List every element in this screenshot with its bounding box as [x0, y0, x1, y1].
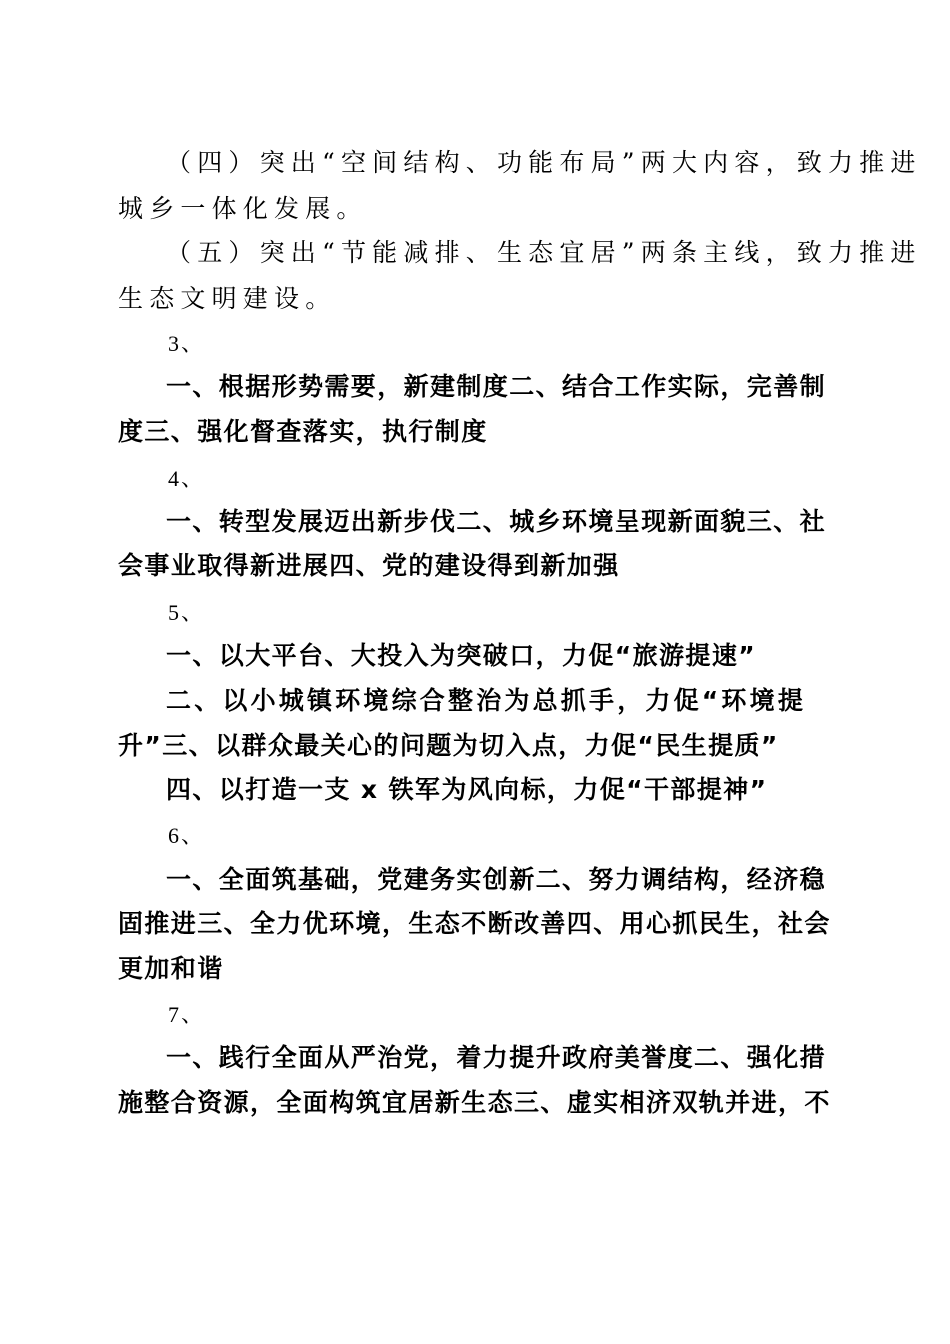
item-7-number: 7、 [168, 1002, 206, 1027]
item-7-line-2: 施整合资源，全面构筑宜居新生态三、虚实相济双轨并进，不 [118, 1088, 831, 1117]
item-3-line-1: 一、根据形势需要，新建制度二、结合工作实际，完善制 [166, 372, 827, 401]
item-5-line-2: 二、以小城镇环境综合整治为总抓手，力促“环境提 [166, 686, 807, 715]
section-5-line-1: （五）突出“节能减排、生态宜居”两条主线，致力推进 [166, 238, 922, 267]
item-3-number: 3、 [168, 331, 206, 356]
item-6-line-3: 更加和谐 [118, 954, 224, 983]
item-4-line-1: 一、转型发展迈出新步伐二、城乡环境呈现新面貌三、社 [166, 507, 827, 536]
item-6-line-1: 一、全面筑基础，党建务实创新二、努力调结构，经济稳 [166, 865, 827, 894]
item-5-line-1: 一、以大平台、大投入为突破口，力促“旅游提速” [166, 641, 757, 670]
section-4-line-1: （四）突出“空间结构、功能布局”两大内容，致力推进 [166, 148, 922, 177]
item-6-number: 6、 [168, 823, 206, 848]
item-3-line-2: 度三、强化督查落实，执行制度 [118, 417, 488, 446]
item-6-line-2: 固推进三、全力优环境，生态不断改善四、用心抓民生，社会 [118, 909, 831, 938]
item-4-line-2: 会事业取得新进展四、党的建设得到新加强 [118, 551, 620, 580]
item-4-number: 4、 [168, 466, 206, 491]
item-7-line-1: 一、践行全面从严治党，着力提升政府美誉度二、强化措 [166, 1043, 827, 1072]
section-4-line-2: 城乡一体化发展。 [118, 194, 368, 223]
section-5-line-2: 生态文明建设。 [118, 284, 337, 313]
item-5-number: 5、 [168, 600, 206, 625]
item-5-line-3: 升”三、以群众最关心的问题为切入点，力促“民生提质” [118, 731, 779, 760]
item-5-line-4: 四、以打造一支 x 铁军为风向标，力促“干部提神” [166, 775, 768, 804]
